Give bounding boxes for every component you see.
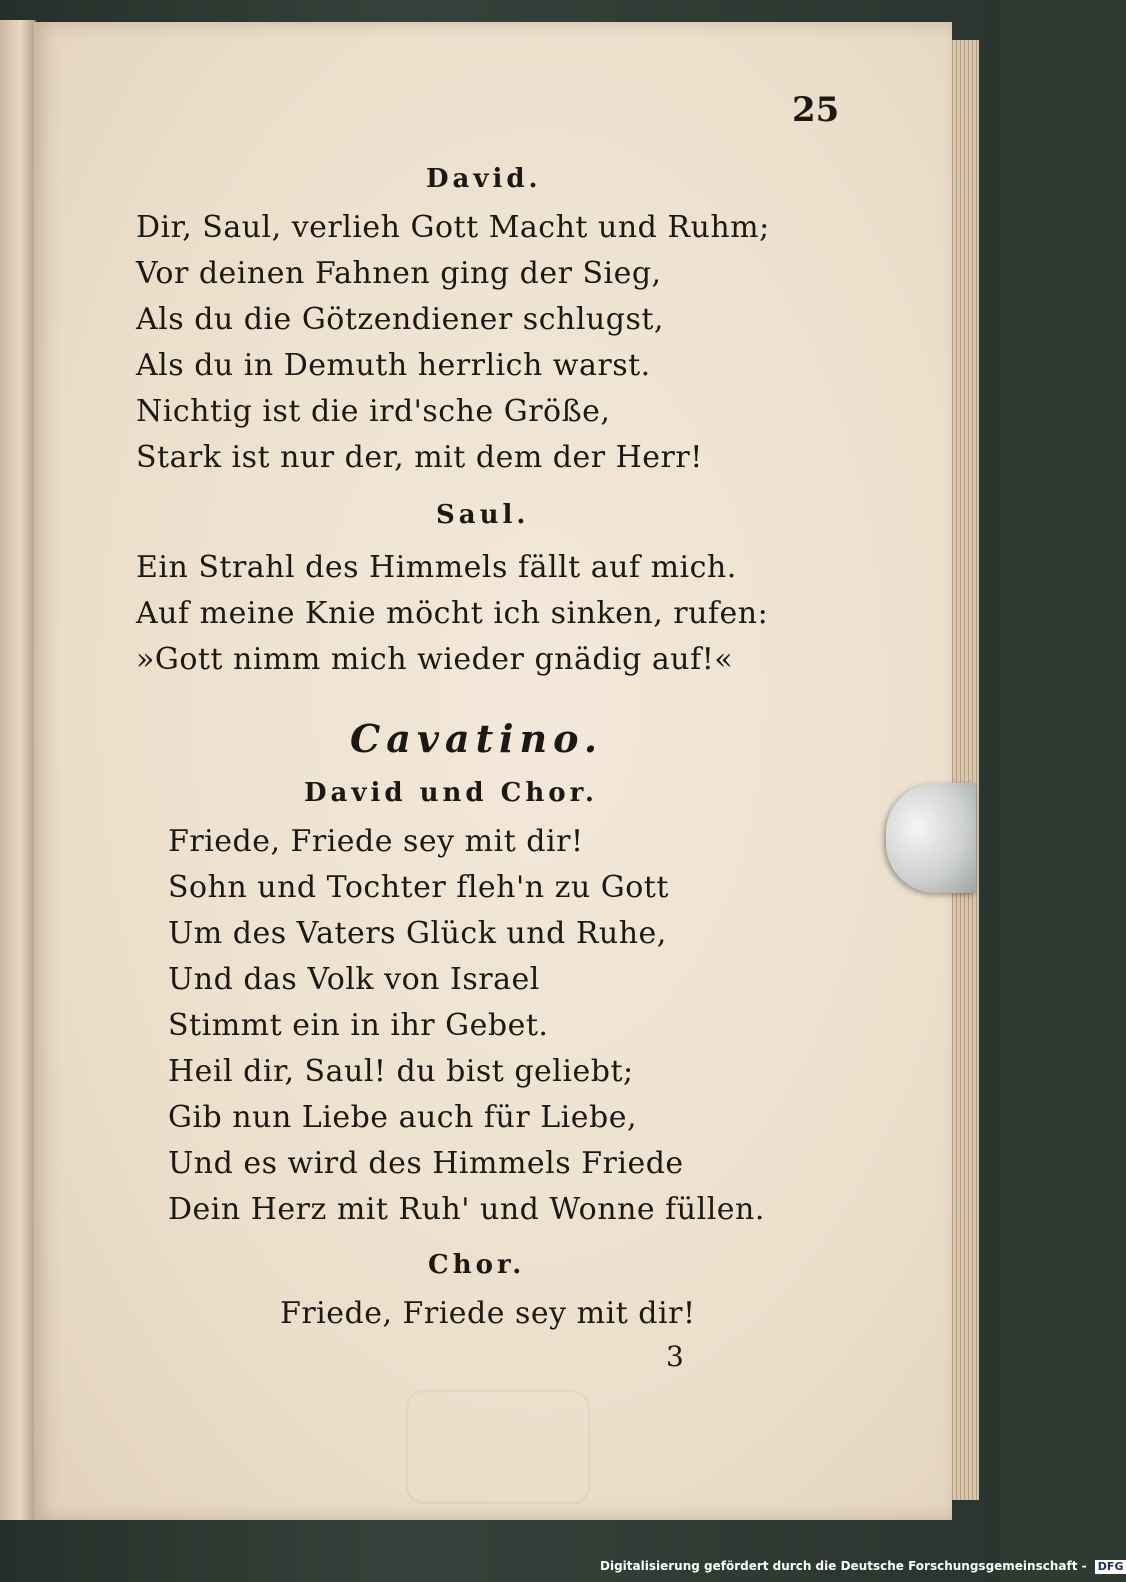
dfg-logo: DFG (1095, 1560, 1126, 1574)
verse-line: Friede, Friede sey mit dir! (280, 1296, 696, 1331)
verse-line: Heil dir, Saul! du bist geliebt; (168, 1054, 634, 1089)
verse-line: Und das Volk von Israel (168, 962, 540, 997)
verse-line: Vor deinen Fahnen ging der Sieg, (136, 256, 662, 291)
verse-line: Friede, Friede sey mit dir! (168, 824, 584, 859)
digitization-footer (600, 1553, 1124, 1579)
verse-line: Um des Vaters Glück und Ruhe, (168, 916, 667, 951)
speaker-saul: Saul. (436, 500, 530, 530)
right-page-edges (948, 40, 979, 1500)
verse-line: Nichtig ist die ird'sche Größe, (136, 394, 611, 429)
page-number: 25 (792, 90, 840, 130)
verse-line: Gib nun Liebe auch für Liebe, (168, 1100, 637, 1135)
faint-library-stamp (406, 1390, 590, 1504)
book-page (34, 22, 952, 1520)
speaker-david: David. (426, 164, 542, 194)
speaker-david-und-chor: David und Chor. (304, 778, 598, 808)
left-page-edge (0, 20, 36, 1520)
verse-line: Sohn und Tochter fleh'n zu Gott (168, 870, 669, 905)
section-heading-cavatino: Cavatino. (350, 716, 604, 761)
verse-line: Als du die Götzendiener schlugst, (136, 302, 664, 337)
verse-line: Als du in Demuth herrlich warst. (136, 348, 651, 383)
verse-line: »Gott nimm mich wieder gnädig auf!« (136, 642, 734, 677)
page-tab-marker (886, 783, 976, 893)
verse-line: Auf meine Knie möcht ich sinken, rufen: (136, 596, 769, 631)
verse-line: Dein Herz mit Ruh' und Wonne füllen. (168, 1192, 765, 1227)
verse-line: Stark ist nur der, mit dem der Herr! (136, 440, 703, 475)
signature-mark: 3 (666, 1340, 684, 1373)
footer-text: Digitalisierung gefördert durch die Deutsche Forschungsgemeinschaft - (600, 1559, 1087, 1573)
verse-line: Stimmt ein in ihr Gebet. (168, 1008, 549, 1043)
speaker-chor: Chor. (428, 1250, 526, 1280)
verse-line: Dir, Saul, verlieh Gott Macht und Ruhm; (136, 210, 770, 245)
verse-line: Und es wird des Himmels Friede (168, 1146, 684, 1181)
verse-line: Ein Strahl des Himmels fällt auf mich. (136, 550, 737, 585)
